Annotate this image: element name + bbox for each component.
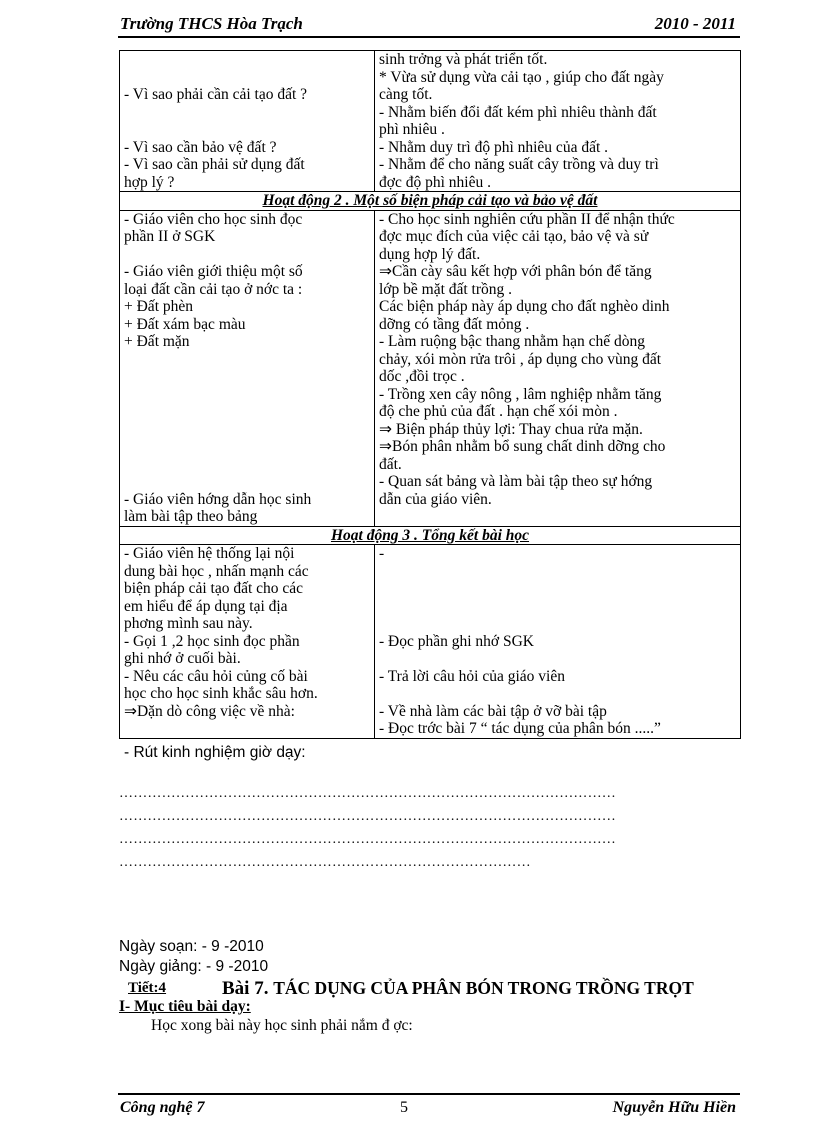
- cell-line: - Giáo viên cho học sinh đọc: [124, 210, 303, 228]
- cell-line: - Làm ruộng bậc thang nhằm hạn chế dòng: [379, 333, 645, 350]
- cell-line: - Trồng xen cây nông , lâm nghiệp nhằm tăng: [379, 385, 662, 403]
- table-row: [120, 545, 741, 739]
- cell-line: [379, 650, 736, 668]
- table-row: [120, 51, 741, 192]
- cell-line: dụng hợp lý đất.: [379, 245, 481, 263]
- cell-line: em hiểu để áp dụng tại địa: [124, 597, 288, 615]
- cell-line: đất.: [379, 455, 402, 473]
- cell-line: - Vì sao phải cần cải tạo đất ?: [124, 86, 308, 103]
- cell-line: * Vừa sử dụng vừa cải tạo , giúp cho đất ngày: [379, 68, 664, 86]
- cell-line: [379, 685, 736, 703]
- school-year: 2010 - 2011: [654, 14, 736, 33]
- cell-line: - Nhằm duy trì độ phì nhiêu của đất .: [379, 138, 609, 156]
- cell-line: - Về nhà làm các bài tập ở vỡ bài tập: [379, 702, 607, 720]
- cell-line: dẫn của giáo viên.: [379, 490, 492, 508]
- author-name: Nguyễn Hữu Hiền: [612, 1099, 736, 1116]
- cell-line: - Đọc phần ghi nhớ SGK: [379, 632, 534, 650]
- cell-line: dốc ,đồi trọc .: [379, 368, 465, 385]
- cell-line: [379, 563, 736, 581]
- cell-line: chảy, xói mòn rửa trôi , áp dụng cho vùng đất: [379, 350, 662, 368]
- objectives-heading: I- Mục tiêu bài dạy:: [119, 998, 251, 1015]
- cell-line: [124, 104, 370, 122]
- cell-line: dung bài học , nhấn mạnh các: [124, 562, 309, 580]
- cell-line: - Cho học sinh nghiên cứu phần II để nhận thức: [379, 210, 675, 228]
- objectives-intro: Học xong bài này học sinh phải nắm đ ợc:: [151, 1017, 413, 1034]
- student-column: [375, 545, 741, 739]
- cell-line: lớp bề mặt đất trồng .: [379, 280, 513, 298]
- cell-line: - Trả lời câu hỏi của giáo viên: [379, 667, 565, 685]
- subject-name: Công nghệ 7: [120, 1099, 205, 1116]
- cell-line: phì nhiêu .: [379, 121, 445, 138]
- cell-line: ⇒Bón phân nhằm bổ sung chất dinh dỡng cho: [379, 438, 666, 455]
- student-column: [375, 51, 741, 192]
- cell-line: -: [379, 545, 385, 562]
- cell-line: - Giáo viên hớng dẫn học sinh: [124, 490, 312, 508]
- cell-line: [124, 368, 370, 386]
- cell-line: [124, 473, 370, 491]
- cell-line: [124, 246, 370, 264]
- cell-line: phần II ở SGK: [124, 228, 216, 245]
- cell-line: - Giáo viên giới thiệu một số: [124, 263, 303, 280]
- dotted-line: ……………………………………………………………………………………………: [119, 832, 616, 847]
- cell-line: ⇒ Biện pháp thủy lợi: Thay chua rửa mặn.: [379, 420, 643, 438]
- cell-line: [124, 351, 370, 369]
- cell-line: đợc mục đích của việc cải tạo, bảo vệ và sử: [379, 228, 649, 245]
- cell-line: đợc độ phì nhiêu .: [379, 173, 491, 191]
- period-label: Tiết:4: [128, 980, 167, 996]
- dotted-line: ……………………………………………………………………………………………: [119, 809, 616, 824]
- cell-line: ⇒Cần cày sâu kết hợp với phân bón để tăng: [379, 263, 652, 280]
- cell-line: sinh trởng và phát triển tốt.: [379, 51, 548, 68]
- cell-line: [124, 456, 370, 474]
- cell-line: - Quan sát bảng và làm bài tập theo sự hớng: [379, 473, 653, 490]
- cell-line: độ che phủ của đất . hạn chế xói mòn .: [379, 403, 618, 420]
- cell-line: - Nêu các câu hỏi củng cố bài: [124, 667, 308, 685]
- cell-line: làm bài tập theo bảng: [124, 508, 258, 525]
- cell-line: ghi nhớ ở cuối bài.: [124, 650, 241, 667]
- cell-line: [124, 51, 370, 69]
- activity-2-heading: Hoạt động 2 . Một số biện pháp cải tạo và bảo vệ đất: [120, 192, 741, 211]
- cell-line: [124, 69, 370, 87]
- cell-line: ⇒Dặn dò công việc về nhà:: [124, 702, 295, 720]
- lesson-title-text: TÁC DỤNG CỦA PHÂN BÓN TRONG TRỒNG TRỌT: [273, 978, 694, 998]
- cell-line: - Vì sao cần phải sử dụng đất: [124, 156, 305, 173]
- cell-line: [124, 421, 370, 439]
- cell-line: [379, 615, 736, 633]
- cell-line: + Đất xám bạc màu: [124, 315, 246, 333]
- cell-line: + Đất mặn: [124, 333, 190, 350]
- teach-date: Ngày giảng: - 9 -2010: [119, 958, 269, 975]
- cell-line: [379, 598, 736, 616]
- lesson-number: Bài 7.: [222, 978, 269, 999]
- cell-line: - Nhằm biến đổi đất kém phì nhiêu thành đất: [379, 103, 657, 121]
- dotted-line: ……………………………………………………………………………………………: [119, 786, 616, 801]
- cell-line: dỡng có tầng đất mỏng .: [379, 315, 530, 333]
- cell-line: - Giáo viên hệ thống lại nội: [124, 545, 295, 562]
- activity-heading-row: [120, 526, 741, 545]
- lesson-title: [222, 978, 694, 1000]
- experience-note-label: - Rút kinh nghiệm giờ dạy:: [124, 744, 306, 761]
- cell-line: càng tốt.: [379, 86, 433, 103]
- cell-line: biện pháp cải tạo đất cho các: [124, 580, 304, 597]
- teacher-column: [120, 51, 375, 192]
- cell-line: + Đất phèn: [124, 298, 194, 315]
- student-column: [375, 210, 741, 526]
- cell-line: Các biện pháp này áp dụng cho đất nghèo dinh: [379, 298, 670, 315]
- teacher-column: [120, 210, 375, 526]
- cell-line: [124, 386, 370, 404]
- page-footer: [118, 1093, 740, 1119]
- cell-line: - Gọi 1 ,2 học sinh đọc phần: [124, 632, 300, 650]
- cell-line: [379, 580, 736, 598]
- cell-line: - Vì sao cần bảo vệ đất ?: [124, 138, 277, 156]
- cell-line: [124, 438, 370, 456]
- teacher-column: [120, 545, 375, 739]
- dotted-line: ……………………………………………………………………………: [119, 855, 531, 870]
- activity-heading-row: [120, 192, 741, 211]
- page-number: 5: [400, 1099, 408, 1116]
- cell-line: - Đọc trớc bài 7 “ tác dụng của phân bón .....”: [379, 720, 661, 737]
- cell-line: loại đất cần cải tạo ở nớc ta :: [124, 280, 303, 298]
- page-header: [118, 14, 740, 38]
- cell-line: hợp lý ?: [124, 173, 175, 191]
- cell-line: học cho học sinh khắc sâu hơn.: [124, 685, 318, 702]
- table-row: [120, 210, 741, 526]
- cell-line: - Nhằm để cho năng suất cây trồng và duy trì: [379, 156, 659, 173]
- cell-line: [124, 121, 370, 139]
- activity-3-heading: Hoạt động 3 . Tổng kết bài học: [120, 526, 741, 545]
- lesson-table: [119, 50, 741, 739]
- school-name: Trường THCS Hòa Trạch: [120, 14, 303, 33]
- prep-date: Ngày soạn: - 9 -2010: [119, 938, 264, 955]
- cell-line: [124, 403, 370, 421]
- cell-line: phơng mình sau này.: [124, 615, 253, 632]
